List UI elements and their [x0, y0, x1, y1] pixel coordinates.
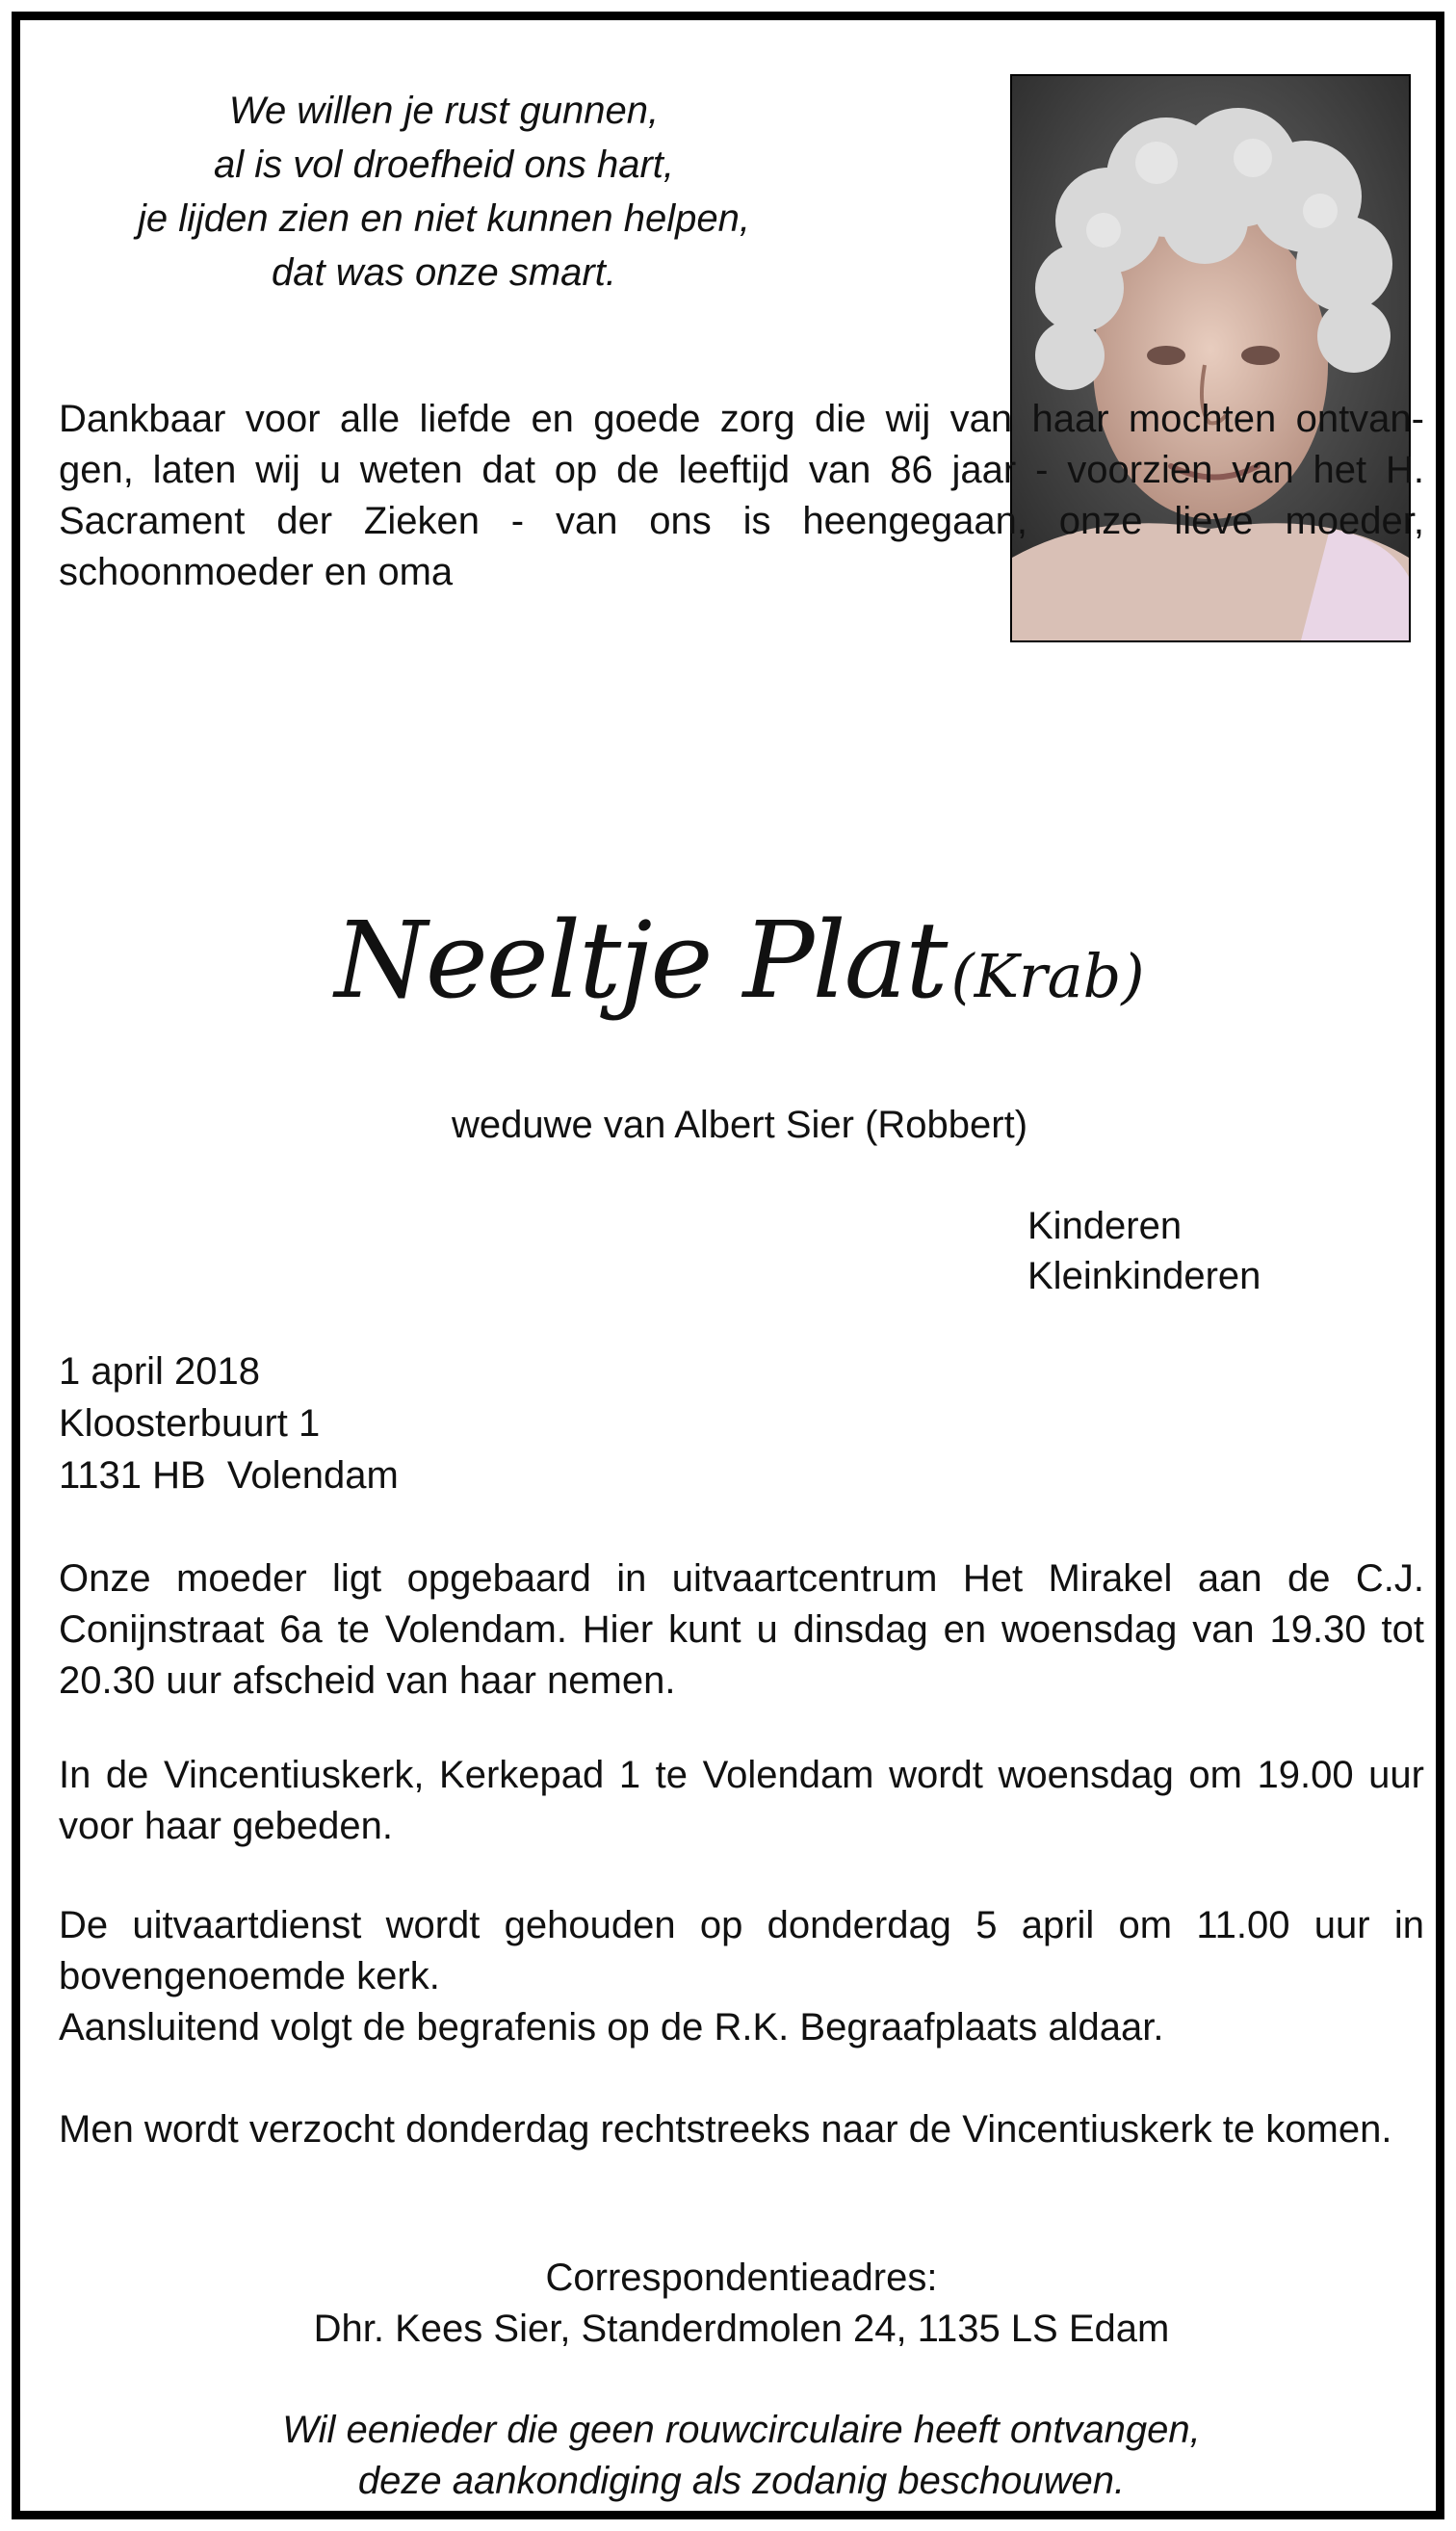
service-line: De uitvaartdienst wordt gehouden op donderdag 5 april om 11.00 uur in bovengenoemde kerk. — [59, 1904, 1424, 1997]
service-paragraph — [59, 1900, 1424, 2053]
intro-line: Sacrament der Zieken - van ons is heengegaan, onze lieve moeder, — [59, 500, 1424, 542]
closing-line: Wil eenieder die geen rouwcirculaire heeft ontvangen, — [282, 2409, 1201, 2451]
signed-by-item: Kinderen — [1027, 1205, 1183, 1247]
correspondence-address: Dhr. Kees Sier, Standerdmolen 24, 1135 LS Edam — [313, 2308, 1170, 2350]
deceased-maiden-name: (Krab) — [950, 941, 1145, 1011]
deceased-full-name: Neeltje Plat — [334, 899, 947, 1022]
widow-of: weduwe van Albert Sier (Robbert) — [451, 1104, 1028, 1146]
address-line: 1 april 2018 — [59, 1350, 261, 1393]
poem — [126, 84, 762, 300]
prayer-paragraph: In de Vincentiuskerk, Kerkepad 1 te Volendam wordt woensdag om 19.00 uur voor haar gebeden. — [59, 1754, 1424, 1847]
home-address — [59, 1345, 1424, 1501]
closing-line: deze aankondiging als zodanig beschouwen. — [357, 2460, 1126, 2502]
poem-line: We willen je rust gunnen, — [228, 90, 660, 132]
signed-by — [1027, 1201, 1261, 1301]
announcement-frame — [12, 12, 1444, 2519]
deceased-name — [20, 899, 1456, 1022]
correspondence — [59, 2253, 1424, 2355]
address-line: Kloosterbuurt 1 — [59, 1402, 321, 1445]
poem-line: al is vol droefheid ons hart, — [213, 144, 675, 186]
poem-line: dat was onze smart. — [272, 251, 616, 294]
viewing-paragraph: Onze moeder ligt opgebaard in uitvaartcentrum Het Mirakel aan de C.J. Conijnstraat 6a te Volendam. Hier kunt u dinsdag en woensdag van 19.30 tot 20.30 uur afscheid van haar nemen. — [59, 1557, 1424, 1702]
intro-line: Dankbaar voor alle liefde en goede zorg die wij van haar mochten ontvan- — [59, 398, 1424, 440]
closing-note — [59, 2405, 1424, 2507]
poem-line: je lijden zien en niet kunnen helpen, — [137, 197, 751, 240]
intro-text — [59, 394, 1424, 598]
service-line: Aansluitend volgt de begrafenis op de R.K. Begraafplaats aldaar. — [59, 2006, 1164, 2048]
address-line: 1131 HB Volendam — [59, 1454, 399, 1497]
signed-by-item: Kleinkinderen — [1027, 1255, 1261, 1297]
correspondence-label: Correspondentieadres: — [545, 2257, 938, 2299]
intro-line: schoonmoeder en oma — [59, 551, 454, 593]
request-paragraph: Men wordt verzocht donderdag rechtstreeks naar de Vincentiuskerk te komen. — [59, 2108, 1392, 2151]
intro-line: gen, laten wij u weten dat op de leeftijd van 86 jaar - voorzien van het H. — [59, 449, 1424, 491]
